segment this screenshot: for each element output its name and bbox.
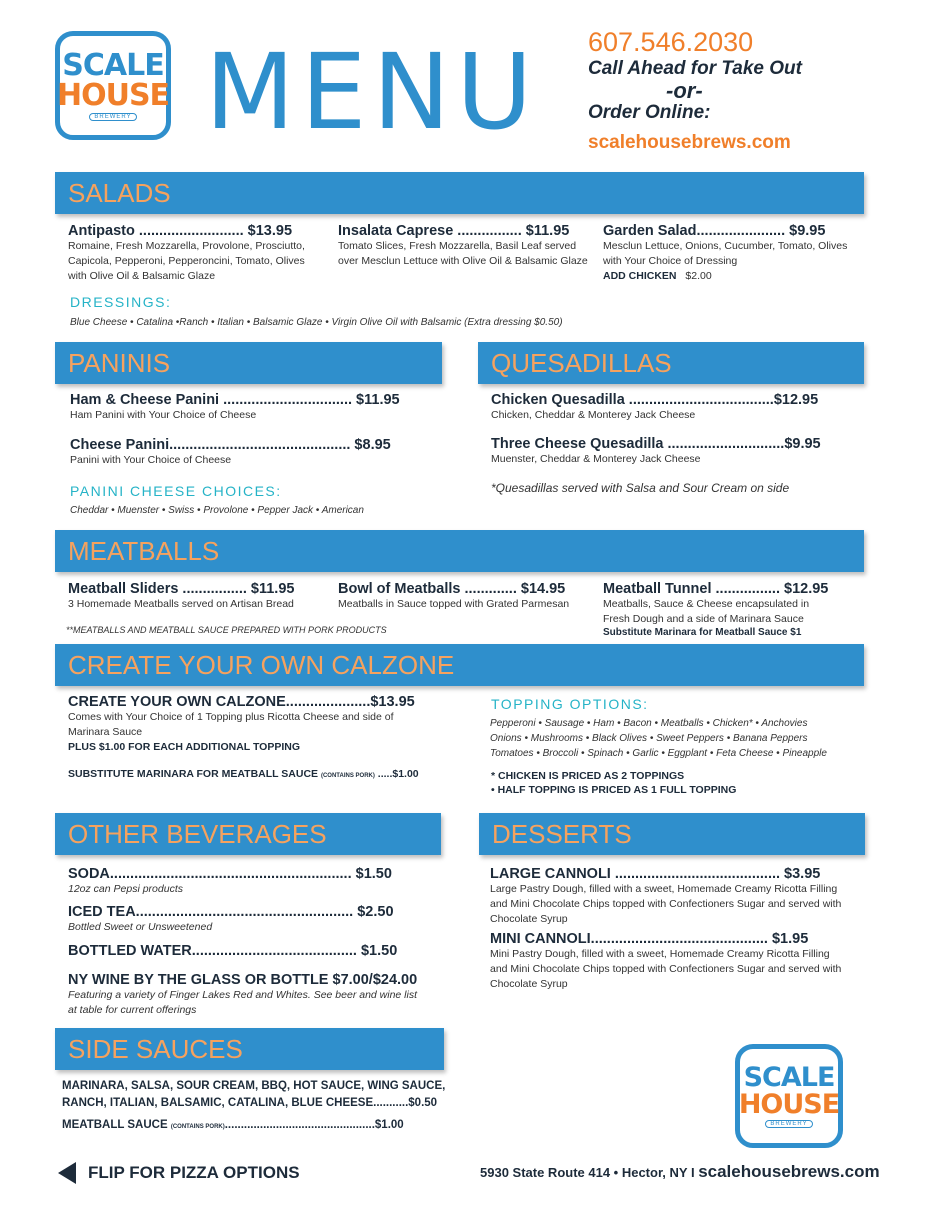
add-chicken-line (603, 269, 848, 284)
meatball-sauce-substitute: Substitute Marinara for Meatball Sauce $1 (603, 627, 802, 638)
website-link[interactable]: scalehousebrews.com (588, 132, 791, 153)
meatball-sauce-price: ...............................................$1.00 (224, 1119, 404, 1131)
address-text: 5930 State Route 414 • Hector, NY I (480, 1165, 699, 1180)
quesadilla-note: *Quesadillas served with Salsa and Sour Cream on side (491, 481, 790, 495)
side-sauce-line: MARINARA, SALSA, SOUR CREAM, BBQ, HOT SAUCE, WING SAUCE, (62, 1080, 446, 1092)
item-description: Mini Pastry Dough, filled with a sweet, Homemade Creamy Ricotta Filling and Mini Chocolate Chips topped with Confectioners Sugar and served with Chocolate Syrup (490, 948, 842, 990)
topping-line: Tomatoes • Broccoli • Spinach • Garlic • Eggplant • Feta Cheese • Pineapple (490, 748, 827, 759)
substitute-sauce-line (68, 768, 420, 780)
topping-options-list (490, 716, 827, 761)
menu-item (491, 392, 845, 423)
item-description: 3 Homemade Meatballs served on Artisan Bread (68, 598, 294, 610)
item-title: ICED TEA...................................................... $2.50 (68, 904, 394, 920)
section-heading-side-sauces: SIDE SAUCES (55, 1028, 444, 1070)
brand-logo-footer (735, 1044, 843, 1148)
menu-item (68, 904, 422, 935)
add-chicken-price: $2.00 (685, 270, 712, 282)
menu-item (490, 866, 845, 927)
add-chicken-label: ADD CHICKEN (603, 270, 677, 282)
section-heading-calzone: CREATE YOUR OWN CALZONE (55, 644, 864, 686)
item-title: Meatball Sliders ................ $11.95 (68, 581, 295, 597)
item-title: Garden Salad...................... $9.95 (603, 223, 826, 239)
meatball-sauce-label: MEATBALL SAUCE (62, 1119, 168, 1131)
item-description: Meatballs in Sauce topped with Grated Parmesan (338, 598, 570, 610)
contains-pork-note: (CONTAINS PORK) (320, 773, 375, 779)
page-title: MENU (205, 31, 539, 153)
substitute-sauce-price: .....$1.00 (377, 768, 419, 780)
item-description: Muenster, Cheddar & Monterey Jack Cheese (491, 453, 701, 465)
menu-item (68, 972, 422, 1018)
logo-line-3: BREWERY (89, 113, 136, 121)
side-sauce-list (62, 1078, 445, 1136)
footer-website[interactable]: scalehousebrews.com (698, 1162, 880, 1181)
calzone-item (68, 694, 420, 780)
item-description: 12oz can Pepsi products (68, 883, 183, 895)
footer-address (480, 1162, 880, 1182)
item-title: Chicken Quesadilla ....................................$12.95 (491, 392, 819, 408)
chicken-topping-note: * CHICKEN IS PRICED AS 2 TOPPINGS (491, 770, 685, 782)
pork-note: **MEATBALLS AND MEATBALL SAUCE PREPARED WITH PORK PRODUCTS (66, 625, 387, 635)
item-title: SODA............................................................ $1.50 (68, 866, 392, 882)
item-title: NY WINE BY THE GLASS OR BOTTLE $7.00/$24.00 (68, 972, 418, 988)
item-description: Comes with Your Choice of 1 Topping plus Ricotta Cheese and side of Marinara Sauce (68, 711, 394, 738)
section-heading-paninis: PANINIS (55, 342, 442, 384)
menu-item (338, 581, 588, 612)
item-description: Tomato Slices, Fresh Mozzarella, Basil Leaf served over Mesclun Lettuce with Olive Oil & Balsamic Glaze (338, 240, 588, 267)
section-heading-beverages: OTHER BEVERAGES (55, 813, 441, 855)
flip-for-pizza[interactable] (58, 1162, 300, 1184)
item-title: Ham & Cheese Panini ................................ $11.95 (70, 392, 400, 408)
menu-item (603, 223, 848, 284)
logo-line-3: BREWERY (765, 1120, 812, 1128)
panini-cheese-list: Cheddar • Muenster • Swiss • Provolone • Pepper Jack • American (70, 505, 364, 516)
topping-line: Pepperoni • Sausage • Ham • Bacon • Meatballs • Chicken* • Anchovies (490, 718, 808, 729)
additional-topping-note: PLUS $1.00 FOR EACH ADDITIONAL TOPPING (68, 741, 301, 753)
brand-logo (55, 31, 171, 140)
item-title: Bowl of Meatballs ............. $14.95 (338, 581, 566, 597)
or-text: -or- (666, 78, 703, 103)
item-description: Bottled Sweet or Unsweetened (68, 921, 213, 933)
item-title: MINI CANNOLI............................................ $1.95 (490, 931, 809, 947)
menu-item (68, 943, 422, 959)
item-title: Antipasto .......................... $13.95 (68, 223, 293, 239)
order-online-text: Order Online: (588, 102, 711, 123)
section-heading-salads: SALADS (55, 172, 864, 214)
menu-item (70, 437, 422, 468)
menu-item (68, 223, 320, 284)
item-title: LARGE CANNOLI ......................................... $3.95 (490, 866, 821, 882)
logo-line-1: SCALE (743, 1062, 835, 1093)
call-ahead-text: Call Ahead for Take Out (588, 58, 802, 79)
contact-block (588, 26, 888, 156)
menu-item (490, 931, 845, 992)
menu-item (491, 436, 845, 467)
item-description: Romaine, Fresh Mozzarella, Provolone, Prosciutto, Capicola, Pepperoni, Pepperoncini, Tomato, Olives with Olive Oil & Balsamic Glaze (68, 240, 305, 282)
item-description: Meatballs, Sauce & Cheese encapsulated in Fresh Dough and a side of Marinara Sauce (603, 598, 810, 625)
logo-line-2: HOUSE (56, 77, 170, 113)
item-title: CREATE YOUR OWN CALZONE.....................$13.95 (68, 694, 415, 710)
menu-item (68, 866, 422, 897)
side-sauce-line: RANCH, ITALIAN, BALSAMIC, CATALINA, BLUE CHEESE...........$0.50 (62, 1097, 438, 1109)
phone-number[interactable]: 607.546.2030 (588, 27, 754, 57)
menu-item (68, 581, 320, 612)
left-arrow-icon (58, 1162, 76, 1184)
panini-cheese-heading: PANINI CHEESE CHOICES: (70, 483, 282, 499)
contains-pork-note: (CONTAINS PORK) (170, 1124, 225, 1130)
section-heading-meatballs: MEATBALLS (55, 530, 864, 572)
logo-line-1: SCALE (62, 47, 164, 83)
topping-line: Onions • Mushrooms • Black Olives • Sweet Peppers • Banana Peppers (490, 733, 808, 744)
dressings-list: Blue Cheese • Catalina •Ranch • Italian • Balsamic Glaze • Virgin Olive Oil with Balsamic (Extra dressing $0.50) (70, 317, 563, 328)
item-description: Chicken, Cheddar & Monterey Jack Cheese (491, 409, 696, 421)
item-title: Cheese Panini............................................. $8.95 (70, 437, 391, 453)
menu-item (70, 392, 422, 423)
item-title: Three Cheese Quesadilla .............................$9.95 (491, 436, 821, 452)
substitute-sauce-label: SUBSTITUTE MARINARA FOR MEATBALL SAUCE (68, 768, 319, 780)
item-description: Large Pastry Dough, filled with a sweet, Homemade Creamy Ricotta Filling and Mini Chocolate Chips topped with Confectioners Sugar and served with Chocolate Syrup (490, 883, 842, 925)
item-description: Featuring a variety of Finger Lakes Red and Whites. See beer and wine list at table for current offerings (68, 989, 418, 1016)
section-heading-desserts: DESSERTS (479, 813, 865, 855)
item-title: Insalata Caprese ................ $11.95 (338, 223, 570, 239)
section-heading-quesadillas: QUESADILLAS (478, 342, 864, 384)
item-description: Mesclun Lettuce, Onions, Cucumber, Tomato, Olives with Your Choice of Dressing (603, 240, 848, 267)
flip-label: FLIP FOR PIZZA OPTIONS (88, 1163, 300, 1182)
meatball-sauce-line (62, 1117, 445, 1136)
topping-options-heading: TOPPING OPTIONS: (491, 696, 649, 712)
logo-line-2: HOUSE (738, 1089, 840, 1120)
item-description: Panini with Your Choice of Cheese (70, 454, 232, 466)
item-title: Meatball Tunnel ................ $12.95 (603, 581, 829, 597)
dressings-heading: DRESSINGS: (70, 294, 172, 310)
item-description: Ham Panini with Your Choice of Cheese (70, 409, 257, 421)
menu-item (338, 223, 588, 269)
half-topping-note: • HALF TOPPING IS PRICED AS 1 FULL TOPPING (491, 784, 737, 796)
menu-item (603, 581, 851, 638)
item-title: BOTTLED WATER......................................... $1.50 (68, 943, 398, 959)
